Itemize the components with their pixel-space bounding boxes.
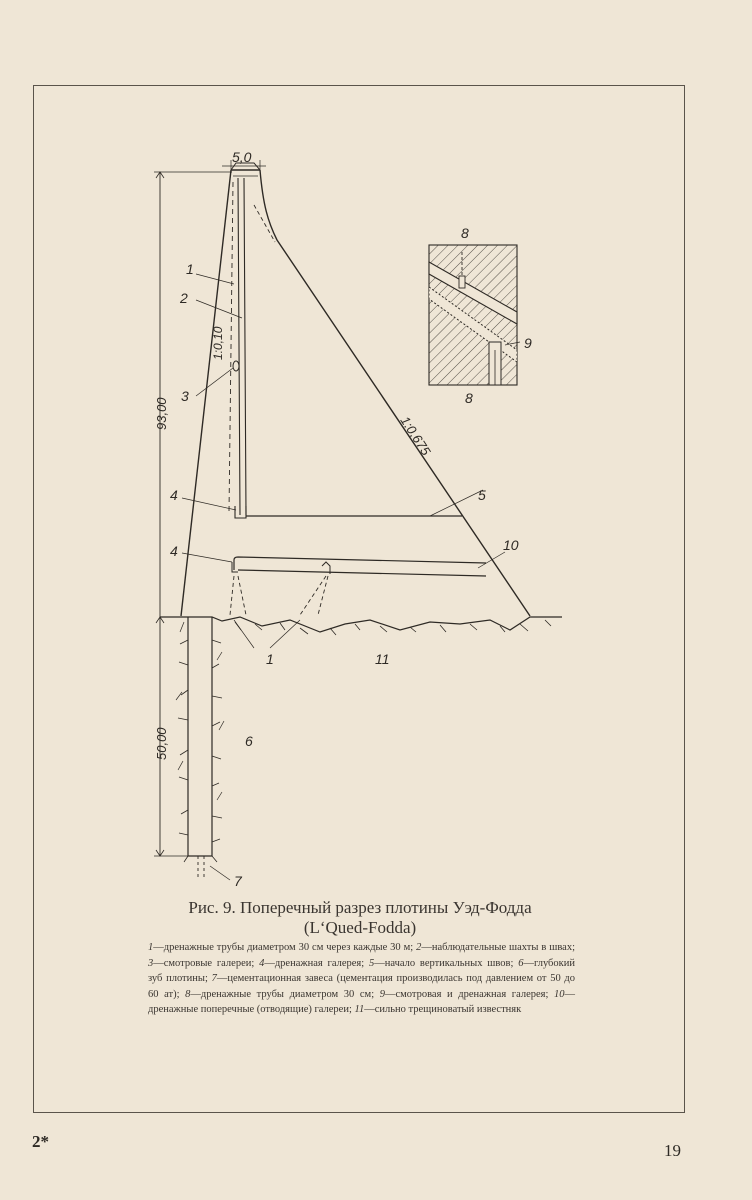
label-2: 2 (180, 290, 188, 306)
label-4-upper: 4 (170, 487, 178, 503)
legend-item: 3—смотровые галереи; (148, 957, 255, 969)
ground-line (160, 617, 562, 632)
legend-item: 7—цементационная завеса (цементация производилась под давлением от 50 до 60 ат); (148, 973, 576, 1000)
label-top-width: 5,0 (232, 149, 252, 165)
legend-item: 5—начало вертикальных швов; (368, 957, 514, 969)
label-10: 10 (503, 537, 519, 553)
figure-legend (148, 940, 575, 1018)
label-8-top: 8 (461, 225, 469, 241)
inspection-gallery (233, 361, 239, 371)
observation-shaft (238, 178, 246, 515)
dam-downstream-face (260, 170, 530, 616)
label-upstream-slope: 1:0,10 (211, 326, 225, 360)
label-11: 11 (375, 651, 390, 667)
label-downstream-slope: 1:0,675 (397, 413, 434, 459)
legend-item: 11—сильно трещиноватый известняк (354, 1004, 522, 1015)
legend-item: 8—дренажные трубы диаметром 30 см; (185, 988, 375, 1000)
label-7: 7 (234, 873, 242, 889)
label-6: 6 (245, 733, 253, 749)
legend-item: 10—дренажные поперечные (отводящие) галереи; (148, 988, 576, 1015)
legend-item: 2—наблюдательные шахты в швах; (416, 942, 575, 953)
cutoff-tooth (188, 617, 212, 856)
legend-item: 6—глубокий зуб плотины; (148, 957, 575, 984)
label-height-upper: 93,00 (154, 397, 169, 430)
inset-detail (429, 245, 520, 385)
label-height-lower: 50,00 (154, 727, 169, 760)
grout-curtain (198, 856, 204, 880)
label-9: 9 (524, 335, 532, 351)
label-4-lower: 4 (170, 543, 178, 559)
figure-caption-line1: Рис. 9. Поперечный разрез плотины Уэд-Фодда (188, 898, 532, 917)
label-5: 5 (478, 487, 486, 503)
signature-mark: 2* (32, 1132, 49, 1151)
label-3: 3 (181, 388, 189, 404)
legend-item: 1—дренажные трубы диаметром 30 см через каждые 30 м; (148, 942, 414, 953)
legend-item: 9—смотровая и дренажная галерея; (379, 988, 549, 1000)
figure-caption-line2: (L‘Qued-Fodda) (303, 918, 417, 937)
drainage-pipe-vertical (229, 182, 233, 512)
label-1: 1 (186, 261, 194, 277)
transverse-gallery (234, 557, 486, 576)
label-1-base: 1 (266, 651, 274, 667)
label-8-bottom: 8 (465, 390, 473, 406)
page-number: 19 (664, 1141, 681, 1160)
legend-item: 4—дренажная галерея; (259, 957, 365, 969)
